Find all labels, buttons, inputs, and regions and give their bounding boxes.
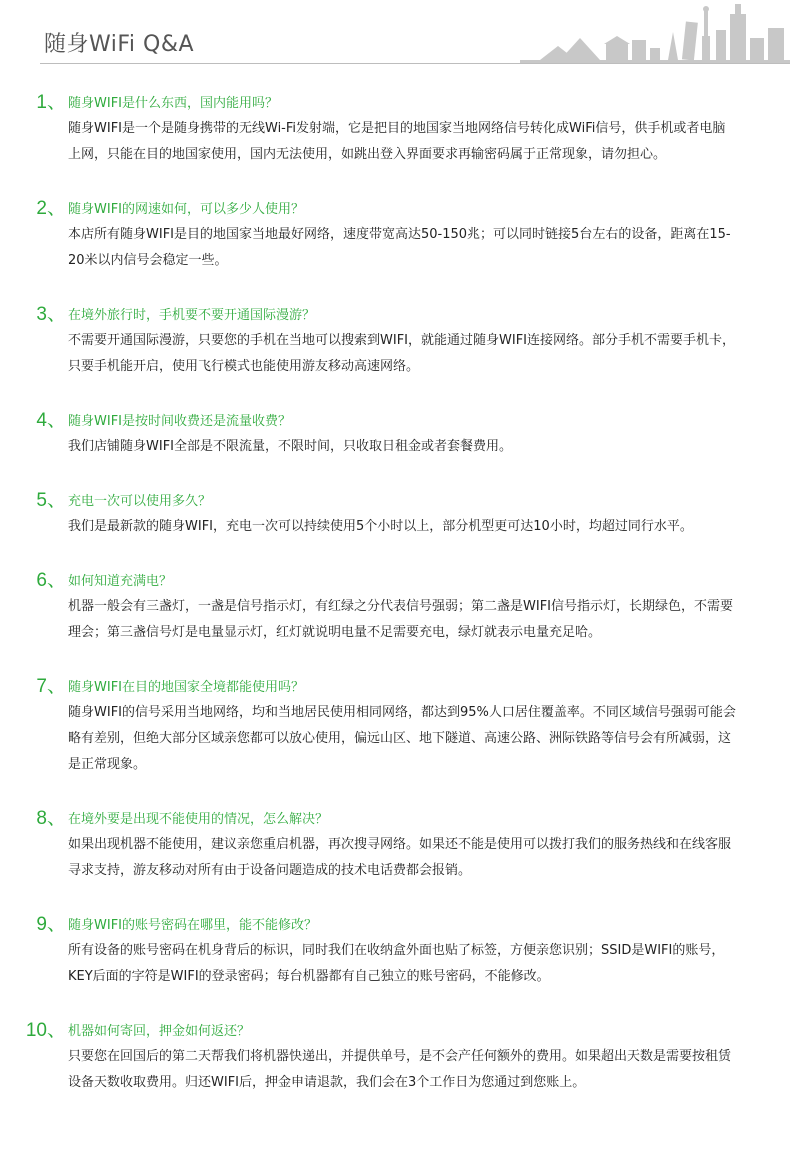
faq-question-row [0,674,790,700]
faq-question-row [0,408,790,434]
faq-question: 随身WIFI在目的地国家全境都能使用吗？ [68,680,304,695]
faq-item [0,302,790,380]
faq-number: 4、 [36,410,66,431]
faq-item [0,674,790,778]
faq-question: 如何知道充满电？ [68,574,173,589]
faq-answer: 随身WIFI的信号采用当地网络，均和当地居民使用相同网络，都达到95%人口居住覆盖率。不同区域信号强弱可能会略有差别，但绝大部分区域亲您都可以放心使用，偏远山区、地下隧道、高速公路、洲际铁路等信号会有所减弱，这是正常现象。 [68,705,736,772]
faq-question: 充电一次可以使用多久？ [68,494,212,509]
faq-question: 在境外要是出现不能使用的情况，怎么解决？ [68,812,329,827]
faq-question: 随身WIFI的网速如何，可以多少人使用？ [68,202,304,217]
faq-answer: 机器一般会有三盏灯，一盏是信号指示灯，有红绿之分代表信号强弱；第二盏是WIFI信号指示灯，长期绿色，不需要理会；第三盏信号灯是电量显示灯，红灯就说明电量不足需要充电，绿灯就表示电量充足哈。 [68,599,734,640]
faq-number: 8、 [36,808,66,829]
faq-number: 10、 [25,1020,66,1041]
faq-number: 5、 [36,490,66,511]
faq-item [0,806,790,884]
faq-item [0,196,790,274]
faq-number: 3、 [36,304,66,325]
page-header [0,0,790,70]
faq-question-row [0,90,790,116]
faq-answer: 所有设备的账号密码在机身背后的标识，同时我们在收纳盒外面也贴了标签，方便亲您识别；SSID是WIFI的账号，KEY后面的字符是WIFI的登录密码；每台机器都有自己独立的账号密码，不能修改。 [68,943,725,984]
faq-answer: 我们是最新款的随身WIFI，充电一次可以持续使用5个小时以上，部分机型更可达10小时，均超过同行水平。 [68,519,693,534]
header-divider [40,63,790,64]
faq-number: 7、 [36,676,66,697]
faq-question: 随身WIFI是按时间收费还是流量收费？ [68,414,291,429]
faq-number: 9、 [36,914,66,935]
faq-answer: 随身WIFI是一个是随身携带的无线Wi-Fi发射端，它是把目的地国家当地网络信号转化成WiFi信号，供手机或者电脑上网，只能在目的地国家使用，国内无法使用，如跳出登入界面要求再输密码属于正常现象，请勿担心。 [68,121,726,162]
faq-question-row [0,488,790,514]
faq-question: 在境外旅行时，手机要不要开通国际漫游？ [68,308,316,323]
faq-answer: 不需要开通国际漫游，只要您的手机在当地可以搜索到WIFI，就能通过随身WIFI连接网络。部分手机不需要手机卡，只要手机能开启，使用飞行模式也能使用游友移动高速网络。 [68,333,735,374]
faq-number: 1、 [36,92,66,113]
faq-item [0,1018,790,1096]
faq-question-row [0,302,790,328]
faq-answer: 我们店铺随身WIFI全部是不限流量，不限时间，只收取日租金或者套餐费用。 [68,439,512,454]
faq-number: 6、 [36,570,66,591]
faq-item [0,912,790,990]
faq-question: 随身WIFI是什么东西，国内能用吗？ [68,96,278,111]
faq-item [0,408,790,460]
faq-answer: 本店所有随身WIFI是目的地国家当地最好网络，速度带宽高达50-150兆；可以同时链接5台左右的设备，距离在15-20米以内信号会稳定一些。 [68,227,731,268]
faq-number: 2、 [36,198,66,219]
faq-answer: 如果出现机器不能使用，建议亲您重启机器，再次搜寻网络。如果还不能是使用可以拨打我们的服务热线和在线客服寻求支持，游友移动对所有由于设备问题造成的技术电话费都会报销。 [68,837,732,878]
faq-question-row [0,1018,790,1044]
faq-question: 机器如何寄回，押金如何返还？ [68,1024,251,1039]
faq-list [0,90,790,1124]
faq-question: 随身WIFI的账号密码在哪里，能不能修改？ [68,918,317,933]
faq-item [0,488,790,540]
faq-question-row [0,912,790,938]
faq-question-row [0,196,790,222]
city-skyline-icon [520,0,790,64]
faq-item [0,90,790,168]
faq-question-row [0,806,790,832]
faq-question-row [0,568,790,594]
faq-answer: 只要您在回国后的第二天帮我们将机器快递出，并提供单号，是不会产任何额外的费用。如果超出天数是需要按租赁设备天数收取费用。归还WIFI后，押金申请退款，我们会在3个工作日为您通过到您账上。 [68,1049,732,1090]
faq-item [0,568,790,646]
page-title: 随身WiFi Q&A [44,32,195,57]
